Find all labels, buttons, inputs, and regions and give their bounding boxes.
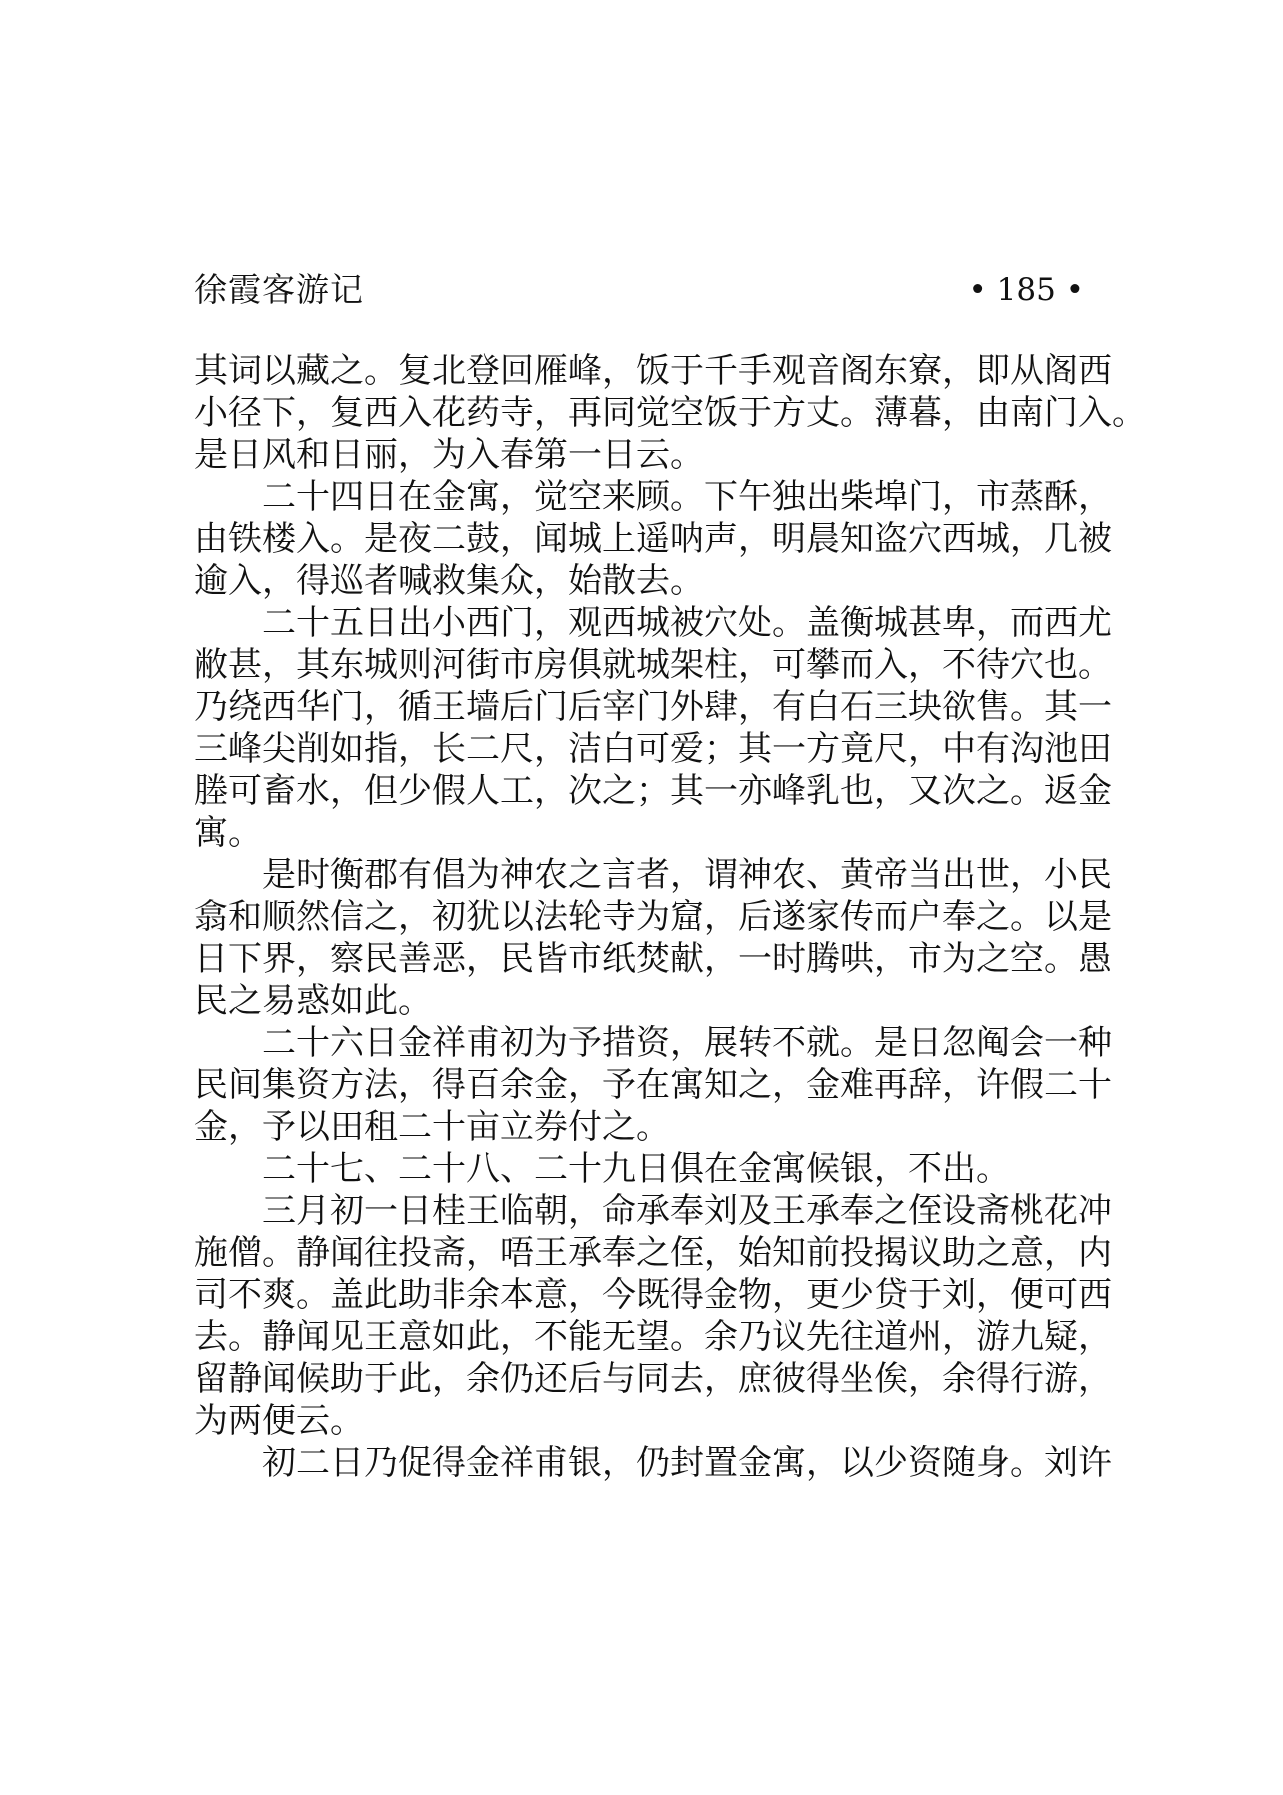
text-line: 去。静闻见王意如此，不能无望。余乃议先往道州，游九疑，	[194, 1317, 1112, 1357]
text-line: 寓。	[194, 813, 262, 853]
text-line: 民间集资方法，得百余金，予在寓知之，金难再辞，许假二十	[194, 1065, 1112, 1105]
text-line: 乃绕西华门，循王墙后门后宰门外肆，有白石三块欲售。其一	[194, 687, 1112, 727]
text-line: 由铁楼入。是夜二鼓，闻城上遥呐声，明晨知盗穴西城，几被	[194, 519, 1112, 559]
body-text	[194, 350, 1146, 1484]
paragraph-start-line: 二十四日在金寓，觉空来顾。下午独出柴埠门，市蒸酥，	[262, 477, 1112, 517]
text-line: 敝甚，其东城则河街市房俱就城架柱，可攀而入，不待穴也。	[194, 645, 1112, 685]
text-line: 司不爽。盖此助非余本意，今既得金物，更少贷于刘，便可西	[194, 1275, 1112, 1315]
text-line: 日下界，察民善恶，民皆市纸焚献，一时腾哄，市为之空。愚	[194, 939, 1112, 979]
text-line: 其词以藏之。复北登回雁峰，饭于千手观音阁东寮，即从阁西	[194, 351, 1112, 391]
text-line: 金，予以田租二十亩立券付之。	[194, 1107, 670, 1147]
text-line: 民之易惑如此。	[194, 981, 432, 1021]
text-line: 为两便云。	[194, 1401, 364, 1441]
text-line: 逾入，得巡者喊救集众，始散去。	[194, 561, 704, 601]
paragraph-start-line: 初二日乃促得金祥甫银，仍封置金寓，以少资随身。刘许	[262, 1443, 1112, 1483]
book-title: 徐霞客游记	[194, 270, 364, 309]
paragraph-start-line: 二十六日金祥甫初为予措资，展转不就。是日忽阄会一种	[262, 1023, 1112, 1063]
text-line: 翕和顺然信之，初犹以法轮寺为窟，后遂家传而户奉之。以是	[194, 897, 1112, 937]
text-line: 小径下，复西入花药寺，再同觉空饭于方丈。薄暮，由南门入。	[194, 393, 1146, 433]
paragraph-start-line: 二十五日出小西门，观西城被穴处。盖衡城甚卑，而西尤	[262, 603, 1112, 643]
paragraph-start-line: 二十七、二十八、二十九日俱在金寓候银，不出。	[262, 1149, 1010, 1189]
page-header	[194, 268, 1084, 312]
paragraph-start-line: 三月初一日桂王临朝，命承奉刘及王承奉之侄设斋桃花冲	[262, 1191, 1112, 1231]
page-number: • 185 •	[968, 272, 1084, 308]
text-line: 施僧。静闻往投斋，唔王承奉之侄，始知前投揭议助之意，内	[194, 1233, 1112, 1273]
text-line: 塍可畜水，但少假人工，次之；其一亦峰乳也，又次之。返金	[194, 771, 1112, 811]
text-line: 三峰尖削如指，长二尺，洁白可爱；其一方竟尺，中有沟池田	[194, 729, 1112, 769]
text-line: 留静闻候助于此，余仍还后与同去，庶彼得坐俟，余得行游，	[194, 1359, 1112, 1399]
text-line: 是日风和日丽，为入春第一日云。	[194, 435, 704, 475]
paragraph-start-line: 是时衡郡有倡为神农之言者，谓神农、黄帝当出世，小民	[262, 855, 1112, 895]
